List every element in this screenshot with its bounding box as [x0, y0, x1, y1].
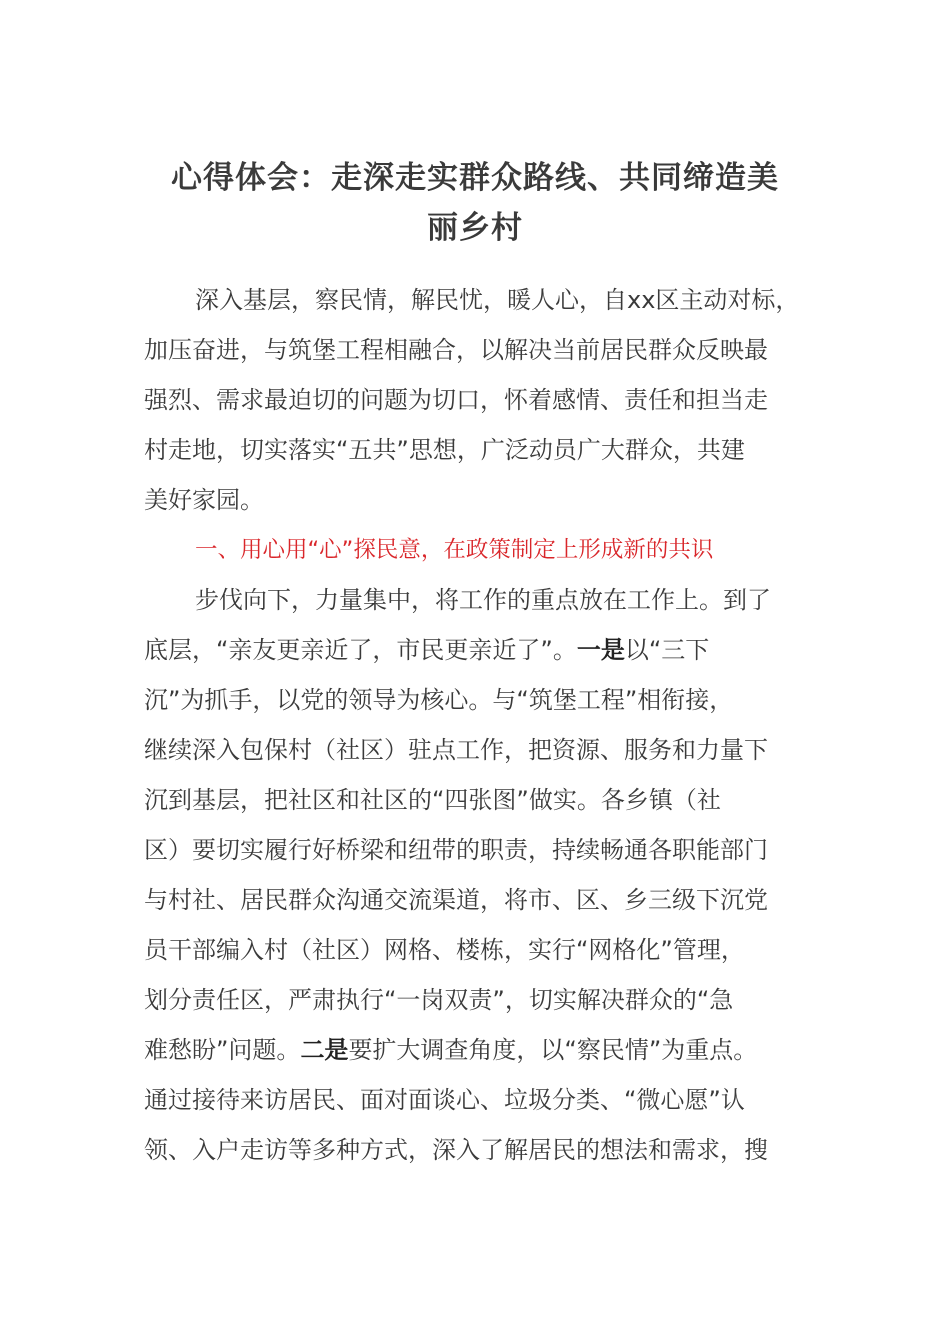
paragraph-2-line-9: 划分责任区，严肃执行“一岗双责”，切实解决群众的“急: [144, 986, 734, 1014]
paragraph-2-line-5: 沉到基层，把社区和社区的“四张图”做实。各乡镇（社: [144, 786, 721, 814]
document-title-line-2: 丽乡村: [427, 210, 523, 246]
text-run: 难愁盼”问题。: [144, 1036, 301, 1064]
text-run: 以“三下: [624, 636, 710, 664]
paragraph-2-line-2: [144, 633, 709, 667]
text-run: 底层，“亲友更亲近了，市民更亲近了”。: [144, 636, 577, 664]
paragraph-1-line-1: 深入基层，察民情，解民忧，暖人心，自xx区主动对标，: [195, 286, 800, 314]
paragraph-2-line-4: 继续深入包保村（社区）驻点工作，把资源、服务和力量下: [144, 736, 768, 764]
paragraph-2-line-10: [144, 1033, 757, 1067]
section-heading-1: 一、用心用“心”探民意，在政策制定上形成新的共识: [195, 537, 714, 563]
paragraph-1-line-2: 加压奋进，与筑堡工程相融合，以解决当前居民群众反映最: [144, 336, 768, 364]
text-run: 要扩大调查角度，以“察民情”为重点。: [348, 1036, 758, 1064]
paragraph-2-line-1: 步伐向下，力量集中，将工作的重点放在工作上。到了: [195, 586, 771, 614]
document-title-line-1: 心得体会：走深走实群众路线、共同缔造美: [171, 160, 779, 196]
paragraph-1-line-3: 强烈、需求最迫切的问题为切口，怀着感情、责任和担当走: [144, 386, 768, 414]
paragraph-2-line-3: 沉”为抓手，以党的领导为核心。与“筑堡工程”相衔接，: [144, 686, 734, 714]
paragraph-2-line-6: 区）要切实履行好桥梁和纽带的职责，持续畅通各职能部门: [144, 836, 768, 864]
paragraph-2-line-8: 员干部编入村（社区）网格、楼栋，实行“网格化”管理，: [144, 936, 745, 964]
bold-marker-first: 一是: [576, 636, 625, 664]
bold-marker-second: 二是: [300, 1036, 349, 1064]
paragraph-1-line-5: 美好家园。: [144, 486, 264, 514]
paragraph-2-line-11: 通过接待来访居民、面对面谈心、垃圾分类、“微心愿”认: [144, 1086, 745, 1114]
paragraph-2-line-7: 与村社、居民群众沟通交流渠道，将市、区、乡三级下沉党: [144, 886, 768, 914]
paragraph-1-line-4: 村走地，切实落实“五共”思想，广泛动员广大群众，共建: [144, 436, 745, 464]
paragraph-2-line-12: 领、入户走访等多种方式，深入了解居民的想法和需求，搜: [144, 1136, 768, 1164]
